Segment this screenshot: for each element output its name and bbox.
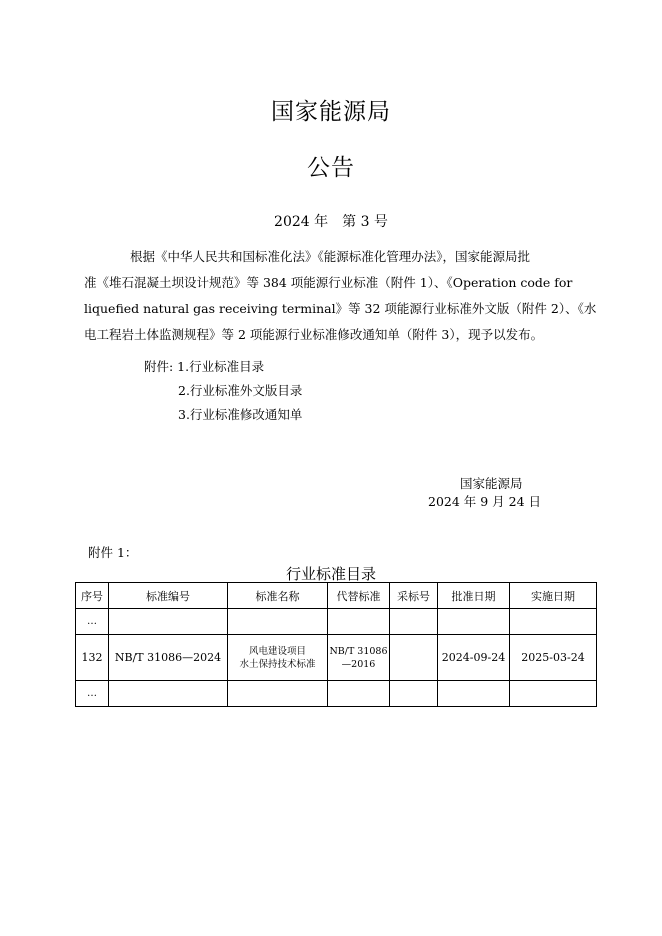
doc-number: 2024 年 第 3 号	[274, 214, 388, 230]
cell-replace-line-2: —2016	[341, 658, 376, 670]
empty-cell	[328, 609, 390, 635]
cell-name-line-2: 水土保持技术标准	[239, 658, 316, 670]
col-header-approve-date: 批准日期	[438, 583, 510, 609]
appendix-label: 附件 1：	[88, 545, 138, 560]
attachment-item-1: 附件: 1.行业标准目录	[144, 359, 265, 374]
empty-cell	[228, 681, 328, 707]
table-header-row	[76, 583, 597, 609]
body-line-3: liquefied natural gas receiving terminal》等 32 项能源行业标准外文版（附件 2）、《水	[84, 301, 597, 316]
ellipsis-cell: …	[76, 609, 109, 635]
cell-effective-date: 2025-03-24	[510, 635, 597, 681]
empty-cell	[328, 681, 390, 707]
empty-cell	[109, 681, 228, 707]
col-header-name: 标准名称	[228, 583, 328, 609]
cell-approve-date: 2024-09-24	[438, 635, 510, 681]
empty-cell	[510, 681, 597, 707]
org-title: 国家能源局	[271, 99, 391, 125]
empty-cell	[510, 609, 597, 635]
table-row-ellipsis-top	[76, 609, 597, 635]
signature-date: 2024 年 9 月 24 日	[428, 494, 542, 509]
cell-adopt	[390, 635, 438, 681]
col-header-adopt: 采标号	[390, 583, 438, 609]
signature-org: 国家能源局	[460, 476, 523, 491]
table-title: 行业标准目录	[285, 565, 376, 583]
body-line-4: 电工程岩土体监测规程》等 2 项能源行业标准修改通知单（附件 3），现予以发布。	[84, 327, 544, 342]
cell-name	[228, 635, 328, 681]
attachment-item-2: 2.行业标准外文版目录	[178, 383, 303, 398]
cell-replace	[328, 635, 390, 681]
empty-cell	[438, 681, 510, 707]
doc-type-title: 公告	[307, 155, 355, 181]
standards-table	[75, 582, 597, 707]
cell-name-line-1: 风电建设项目	[248, 645, 306, 657]
ellipsis-cell: …	[76, 681, 109, 707]
body-line-1: 根据《中华人民共和国标准化法》《能源标准化管理办法》，国家能源局批	[130, 249, 531, 264]
empty-cell	[390, 609, 438, 635]
attachment-item-3: 3.行业标准修改通知单	[178, 407, 303, 422]
table-row-ellipsis-bottom	[76, 681, 597, 707]
empty-cell	[109, 609, 228, 635]
col-header-no: 序号	[76, 583, 109, 609]
col-header-code: 标准编号	[109, 583, 228, 609]
col-header-effective-date: 实施日期	[510, 583, 597, 609]
table-row	[76, 635, 597, 681]
empty-cell	[228, 609, 328, 635]
empty-cell	[390, 681, 438, 707]
cell-code: NB/T 31086—2024	[109, 635, 228, 681]
empty-cell	[438, 609, 510, 635]
col-header-replace: 代替标准	[328, 583, 390, 609]
cell-replace-line-1: NB/T 31086	[329, 645, 388, 657]
body-line-2: 准《堆石混凝土坝设计规范》等 384 项能源行业标准（附件 1）、《Operation code for	[84, 275, 573, 290]
cell-no: 132	[76, 635, 109, 681]
